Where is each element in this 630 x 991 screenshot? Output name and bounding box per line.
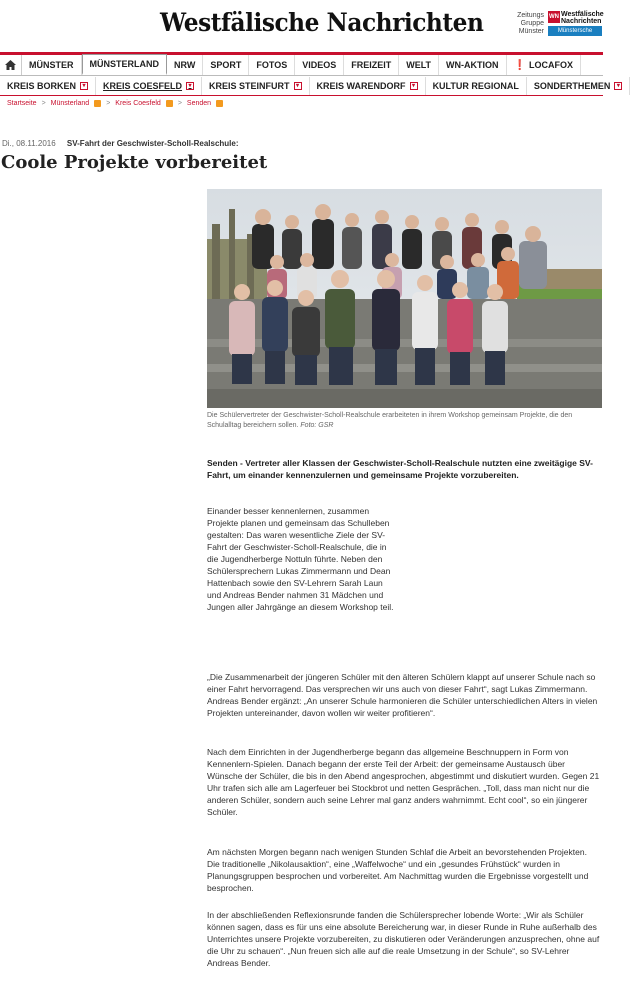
masthead — [0, 0, 603, 50]
chevron-down-icon[interactable]: ▾ — [614, 82, 622, 90]
breadcrumb-kreis-coesfeld[interactable]: Kreis Coesfeld — [115, 100, 161, 107]
article-paragraph: Einander besser kennenlernen, zusammen Projekte planen und gemeinsam das Schulleben gestalten: Das waren wesentliche Ziele der SV-Fahrt der Geschwister-Scholl-Realschule, die in die Jugendherberge Nottuln führte. Neben den Schülersprechern Lukas Zimmermann und Dean Hattenbach sowie den SV-Lehrern Sarah Laun und Andreas Bender nahmen 31 Mädchen und Jungen aller Jahrgänge an diesem Workshop teil. — [207, 506, 394, 612]
wn-badge[interactable] — [548, 11, 604, 44]
rss-icon[interactable] — [166, 100, 173, 107]
breadcrumb-separator: > — [41, 100, 46, 107]
subnav-sonderthemen[interactable] — [527, 77, 630, 95]
breadcrumb-separator: > — [177, 100, 182, 107]
subnav-label: KREIS STEINFURT — [209, 81, 290, 91]
photo-caption — [207, 411, 599, 431]
subnav-label: KREIS BORKEN — [7, 81, 77, 91]
nav-sport[interactable]: SPORT — [203, 55, 249, 75]
caption-text: Die Schülervertreter der Geschwister-Scholl-Realschule erarbeiteten in ihrem Workshop gemeinsam Projekte, die den Schulalltag bereichern sollen. — [207, 412, 573, 429]
subnav-kreis-coesfeld[interactable] — [96, 77, 202, 95]
article-paragraph: „Die Zusammenarbeit der jüngeren Schüler mit den älteren Schülern klappt auf unserer Schule nach so einer Fahrt hervorragend. Das versprechen wir uns auch von dieser Fahrt“, sagt Lukas Zimmermann. Andreas Bender ergänzt: „An unserer Schule harmonieren die Schüler unterschiedlichen Alters in vielen Projekten untereinander, davon wollen wir weiter profitieren“. — [207, 672, 598, 718]
home-icon — [5, 60, 16, 70]
nav-nrw[interactable]: NRW — [167, 55, 203, 75]
site-logo[interactable]: Westfälische Nachrichten — [160, 8, 484, 37]
zeitungsgruppe-label[interactable] — [506, 12, 544, 36]
article-paragraph: In der abschließenden Reflexionsrunde fanden die Schülersprecher lobende Worte: „Wir als Schüler können sagen, dass es für uns eine absolute Bereicherung war, in dieser Runde in Ruhe außerhalb des Unterrichtes unsere Projekte vorzubereiten, zu diskutieren oder Veränderungen anzusprechen, ohne auf die Uhr zu schauen“. „Nun freuen sich alle auf die reale Umsetzung in der Schule“, so SV-Lehrer Andreas Bender. — [207, 910, 600, 968]
rss-icon[interactable] — [94, 100, 101, 107]
subnav-label: KREIS WARENDORF — [316, 81, 406, 91]
nav-fotos[interactable]: FOTOS — [249, 55, 295, 75]
wn-badge-name: Westfälische Nachrichten — [561, 11, 604, 25]
wn-badge-edition: Münstersche Zeitung — [548, 26, 602, 36]
rss-icon[interactable] — [216, 100, 223, 107]
chevron-down-icon[interactable]: ▾ — [410, 82, 418, 90]
subnav-label: KREIS COESFELD — [103, 81, 183, 91]
article-paragraph: Am nächsten Morgen begann nach wenigen Stunden Schlaf die Arbeit an bevorstehenden Projekten. Die traditionelle „Nikolausaktion“, eine „Waffelwoche“ und ein „gesundes Frühstück“ wurden in Planungsgruppen besprochen und vorbereitet. Am Nachmittag wurden die Ergebnisse vorgestellt und besprochen. — [207, 847, 589, 893]
breadcrumb-muensterland[interactable]: Münsterland — [50, 100, 90, 107]
group-line-3: Münster — [518, 28, 544, 35]
subnav-kultur-regional[interactable] — [426, 77, 527, 95]
subnav-kreis-borken[interactable] — [0, 77, 96, 95]
nav-welt[interactable]: WELT — [399, 55, 439, 75]
subnav-label: KULTUR REGIONAL — [432, 81, 519, 91]
breadcrumb-startseite[interactable]: Startseite — [7, 100, 37, 107]
chevron-down-icon[interactable]: ▾ — [186, 82, 194, 90]
photo-credit: Foto: GSR — [300, 422, 334, 429]
article-date: Di., 08.11.2016 — [2, 139, 56, 148]
nav-wn-aktion[interactable]: WN-AKTION — [439, 55, 507, 75]
home-button[interactable] — [0, 55, 22, 75]
article-lead: Senden - Vertreter aller Klassen der Geschwister-Scholl-Realschule nutzten eine zweitägige SV-Fahrt, um einander kennenzulernen und gemeinsame Projekte vorzubereiten. — [207, 458, 593, 480]
chevron-down-icon[interactable]: ▾ — [80, 82, 88, 90]
chevron-down-icon[interactable]: ▾ — [294, 82, 302, 90]
subnav-label: SONDERTHEMEN — [533, 81, 611, 91]
subnav-kreis-steinfurt[interactable] — [202, 77, 310, 95]
wn-logo-icon: WN — [548, 11, 560, 23]
nav-locafox-label: LOCAFOX — [529, 60, 573, 70]
article-kicker: SV-Fahrt der Geschwister-Scholl-Realschule: — [66, 139, 239, 148]
main-navigation — [0, 52, 603, 76]
article-paragraph: Nach dem Einrichten in der Jugendherberge begann das allgemeine Beschnuppern in Form von Kennenlern-Spielen. Danach begann der erste Teil der Arbeit: der gemeinsame Austausch über Wünsche der Schüler, die bis in den Abend angesprochen, abgestimmt und diskutiert wurden. Gegen 21 Uhr trafen sich alle am Lagerfeuer bei Stockbrot und netten Gesprächen. „Toll, dass man nicht nur die anderen Schüler, sondern auch seine Lehrer mal ganz anders wahrnimmt. Echt cool“, so ein jüngerer Schüler. — [207, 747, 600, 817]
nav-muensterland[interactable]: MÜNSTERLAND — [82, 54, 168, 75]
article-photo[interactable] — [207, 189, 602, 408]
group-photo-illustration — [207, 189, 602, 408]
nav-videos[interactable]: VIDEOS — [295, 55, 344, 75]
nav-freizeit[interactable]: FREIZEIT — [344, 55, 399, 75]
subnav-kreis-warendorf[interactable] — [310, 77, 426, 95]
article-dateline — [2, 139, 239, 148]
breadcrumb — [7, 100, 223, 107]
article-headline: Coole Projekte vorbereitet — [1, 152, 268, 173]
group-line-1: Zeitungs — [517, 12, 544, 19]
breadcrumb-senden[interactable]: Senden — [186, 100, 212, 107]
nav-locafox[interactable] — [507, 55, 581, 75]
locafox-icon: ❗ — [513, 59, 526, 71]
group-line-2: Gruppe — [520, 20, 544, 27]
nav-muenster[interactable]: MÜNSTER — [22, 55, 82, 75]
breadcrumb-separator: > — [106, 100, 111, 107]
sub-navigation — [0, 77, 620, 96]
